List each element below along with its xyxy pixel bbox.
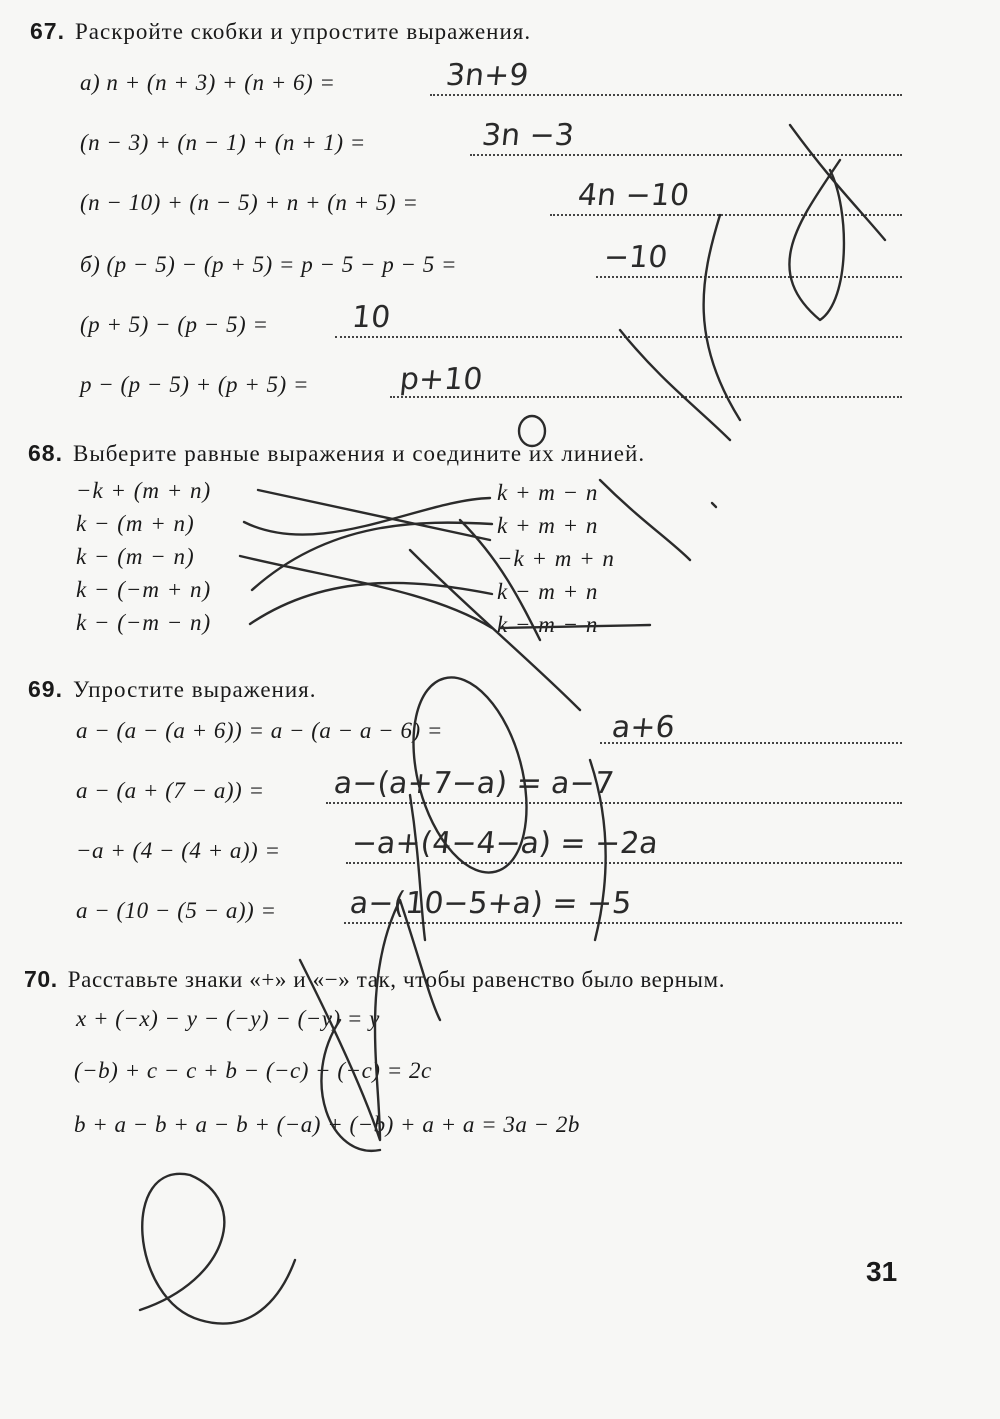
task-69-text: Упростите выражения. <box>72 677 317 702</box>
task-67-answer-5: 10 <box>350 300 393 335</box>
checkmark-scribble-2 <box>789 160 844 320</box>
answer-line <box>326 802 902 804</box>
page-number: 31 <box>866 1256 898 1287</box>
task-69-answer-4: a−(10−5+a) = −5 <box>348 886 634 921</box>
task-69-expr-4: a − (10 − (5 − a)) = <box>76 898 277 923</box>
answer-line <box>550 214 902 216</box>
task-67-expr-2: (n − 3) + (n − 1) + (n + 1) = <box>80 130 366 155</box>
dot-mark <box>712 503 716 507</box>
match-line-1 <box>258 490 490 540</box>
task-67-answer-1: 3n+9 <box>444 58 531 93</box>
task-67-expr-1: а) n + (n + 3) + (n + 6) = <box>80 70 336 95</box>
match-line-5 <box>250 583 492 624</box>
left-expr-2: k − (m + n) <box>76 511 195 536</box>
task-69-answer-1: a+6 <box>610 710 677 745</box>
task-67-expr-5: (p + 5) − (p − 5) = <box>80 312 269 337</box>
long-stroke-1 <box>704 215 740 420</box>
right-expr-3: −k + m + n <box>497 546 615 571</box>
task-67-answer-4: −10 <box>602 240 670 275</box>
task-69-answer-3: −a+(4−4−a) = −2a <box>350 826 660 861</box>
match-line-3 <box>240 556 492 628</box>
long-stroke-2 <box>620 330 730 440</box>
task-67-expr-3: (n − 10) + (n − 5) + n + (n + 5) = <box>80 190 419 215</box>
left-expr-5: k − (−m − n) <box>76 610 212 635</box>
task-69-expr-1: a − (a − (a + 6)) = a − (a − a − 6) = <box>76 718 443 743</box>
letter-e <box>140 1174 295 1324</box>
task-68-number: 68. <box>28 440 63 466</box>
task-70-eq-1: x + (−x) − y − (−y) − (−y) = y <box>76 1006 380 1031</box>
task-67-answer-6: p+10 <box>398 362 485 397</box>
task-70-title <box>24 966 725 993</box>
task-68-title <box>28 440 645 467</box>
task-67-text: Раскройте скобки и упростите выражения. <box>74 19 532 44</box>
right-expr-1: k + m − n <box>497 480 599 505</box>
task-70-text: Расставьте знаки «+» и «−» так, чтобы равенство было верным. <box>67 967 726 992</box>
answer-line <box>346 862 902 864</box>
task-70-eq-2: (−b) + c − c + b − (−c) − (−c) = 2c <box>74 1058 432 1083</box>
task-69-title <box>28 676 316 703</box>
task-67-answer-3: 4n −10 <box>576 178 691 213</box>
right-expr-2: k + m + n <box>497 513 599 538</box>
task-69-number: 69. <box>28 676 63 702</box>
left-expr-4: k − (−m + n) <box>76 577 212 602</box>
task-69-expr-2: a − (a + (7 − a)) = <box>76 778 265 803</box>
task-67-answer-2: 3n −3 <box>480 118 576 153</box>
checkmark-scribble <box>790 125 885 240</box>
task-69-answer-2: a−(a+7−a) = a−7 <box>332 766 616 801</box>
right-expr-5: k − m − n <box>497 612 599 637</box>
task-68-text: Выберите равные выражения и соедините их линией. <box>72 441 646 466</box>
answer-line <box>344 922 902 924</box>
left-expr-3: k − (m − n) <box>76 544 195 569</box>
task-70-number: 70. <box>24 966 58 992</box>
answer-line <box>335 336 902 338</box>
task-67-number: 67. <box>30 18 65 44</box>
match-line-4 <box>252 523 492 590</box>
right-expr-4: k − m + n <box>497 579 599 604</box>
match-line-2 <box>244 498 490 535</box>
answer-line <box>430 94 902 96</box>
answer-line <box>596 276 902 278</box>
answer-line <box>470 154 902 156</box>
task-67-expr-4: б) (p − 5) − (p + 5) = p − 5 − p − 5 = <box>80 252 458 277</box>
task-67-title <box>30 18 531 45</box>
task-69-expr-3: −a + (4 − (4 + a)) = <box>76 838 281 863</box>
left-expr-1: −k + (m + n) <box>76 478 212 503</box>
task-70-eq-3: b + a − b + a − b + (−a) + (−b) + a + a = 3a − 2b <box>74 1112 580 1137</box>
task-67-expr-6: p − (p − 5) + (p + 5) = <box>80 372 309 397</box>
